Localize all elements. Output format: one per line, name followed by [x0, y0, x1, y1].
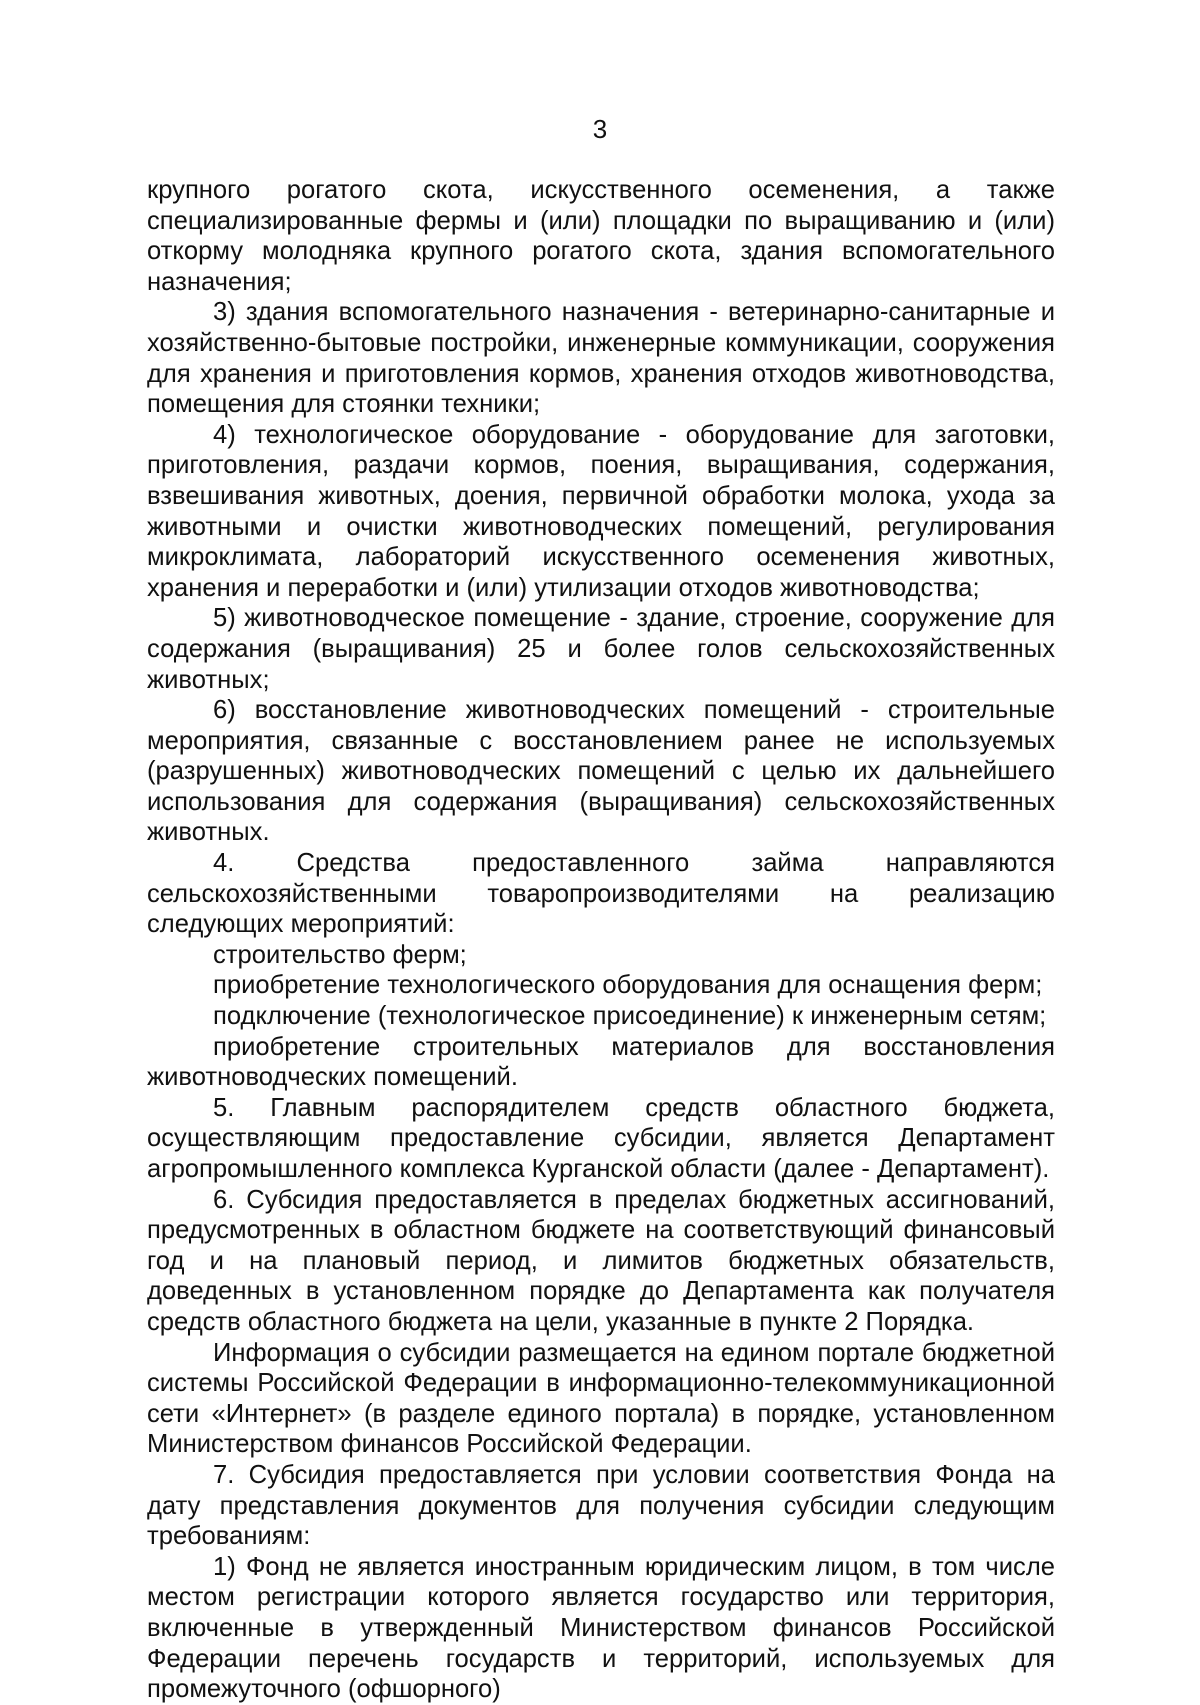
paragraph: крупного рогатого скота, искусственного осеменения, а также специализированные фермы и (или) площадки по выращиванию и (или) откорму молодняка крупного рогатого скота, здания вспомогательного назначения; — [147, 176, 1055, 296]
paragraph: подключение (технологическое присоединение) к инженерным сетям; — [213, 1002, 1047, 1031]
paragraph: 6) восстановление животноводческих помещений - строительные мероприятия, связанные с восстановлением ранее не используемых (разрушенных) животноводческих помещений с целью их дальнейшего использования для содержания (выращивания) сельскохозяйственных животных. — [147, 696, 1055, 847]
paragraph: строительство ферм; — [213, 940, 467, 969]
page-number: 3 — [592, 114, 608, 144]
paragraph: 1) Фонд не является иностранным юридическим лицом, в том числе местом регистрации которого является государство или территория, включенные в утвержденный Министерством финансов Российской Федерации перечень государств и территорий, используемых для промежуточного (офшорного) — [147, 1552, 1055, 1704]
paragraph: 3) здания вспомогательного назначения - ветеринарно-санитарные и хозяйственно-бытовые постройки, инженерные коммуникации, сооружения для хранения и приготовления кормов, хранения отходов животноводства, помещения для стоянки техники; — [147, 298, 1055, 419]
paragraph: 6. Субсидия предоставляется в пределах бюджетных ассигнований, предусмотренных в областном бюджете на соответствующий финансовый год и на плановый период, и лимитов бюджетных обязательств, доведенных в установленном порядке до Департамента как получателя средств областного бюджета на цели, указанные в пункте 2 Порядка. — [147, 1185, 1055, 1336]
paragraph: Информация о субсидии размещается на едином портале бюджетной системы Российской Федерации в информационно-телекоммуникационной сети «Интернет» (в разделе единого портала) в порядке, установленном Министерством финансов Российской Федерации. — [147, 1338, 1055, 1459]
paragraph: 4. Средства предоставленного займа направляются сельскохозяйственными товаропроизводителями на реализацию следующих мероприятий: — [147, 849, 1055, 939]
paragraph: 5) животноводческое помещение - здание, строение, сооружение для содержания (выращивания) 25 и более голов сельскохозяйственных животных; — [147, 604, 1055, 694]
paragraph: 7. Субсидия предоставляется при условии соответствия Фонда на дату представления документов для получения субсидии следующим требованиям: — [147, 1460, 1055, 1551]
paragraph: приобретение строительных материалов для восстановления животноводческих помещений. — [147, 1032, 1055, 1092]
paragraph: приобретение технологического оборудования для оснащения ферм; — [213, 971, 1043, 1000]
document-body — [147, 175, 1055, 1705]
paragraph: 5. Главным распорядителем средств областного бюджета, осуществляющим предоставление субсидии, является Департамент агропромышленного комплекса Курганской области (далее - Департамент). — [147, 1093, 1055, 1183]
paragraph: 4) технологическое оборудование - оборудование для заготовки, приготовления, раздачи кормов, поения, выращивания, содержания, взвешивания животных, доения, первичной обработки молока, ухода за животными и очистки животноводческих помещений, регулирования микроклимата, лабораторий искусственного осеменения животных, хранения и переработки и (или) утилизации отходов животноводства; — [147, 420, 1055, 602]
